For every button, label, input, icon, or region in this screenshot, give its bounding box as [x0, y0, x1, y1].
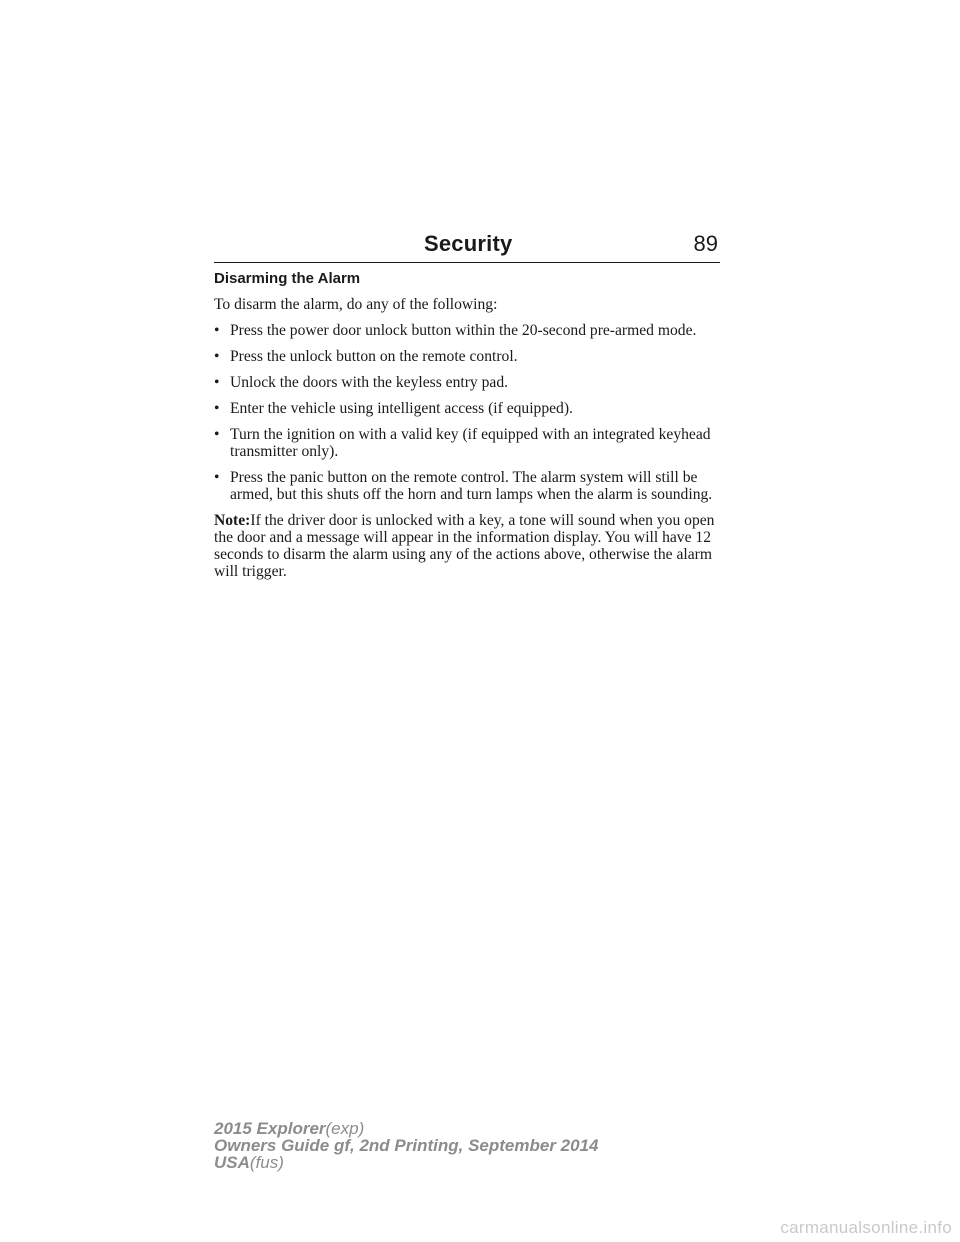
list-item	[214, 374, 724, 391]
footer-market-code: (fus)	[249, 1153, 284, 1172]
list-item-text: Press the power door unlock button within the 20-second pre-armed mode.	[230, 322, 697, 339]
list-item	[214, 426, 724, 460]
list-item	[214, 322, 724, 339]
list-item-text: Press the panic button on the remote control. The alarm system will still be armed, but this shuts off the horn and turn lamps when the alarm is sounding.	[230, 469, 713, 503]
footer-line-market	[214, 1154, 598, 1171]
footer-market: USA	[214, 1153, 250, 1172]
bullet-icon: •	[214, 374, 220, 391]
intro-paragraph: To disarm the alarm, do any of the following:	[214, 296, 498, 313]
page-number: 89	[693, 231, 718, 256]
list-item-text: Unlock the doors with the keyless entry pad.	[230, 374, 509, 391]
list-item-text: Enter the vehicle using intelligent access (if equipped).	[230, 400, 573, 417]
bullet-icon: •	[214, 348, 220, 365]
watermark-link[interactable]: carmanualsonline.info	[780, 1218, 952, 1237]
bullet-list	[214, 322, 724, 503]
bullet-icon: •	[214, 322, 220, 339]
chapter-title: Security	[424, 231, 513, 256]
page-header	[214, 228, 720, 263]
list-item-text: Press the unlock button on the remote control.	[230, 348, 518, 365]
bullet-icon: •	[214, 469, 220, 486]
note-paragraph	[214, 512, 724, 580]
footer-edition: Owners Guide gf, 2nd Printing, September 2014	[214, 1136, 599, 1155]
document-footer	[214, 1120, 598, 1171]
section-heading: Disarming the Alarm	[214, 270, 361, 287]
list-item	[214, 400, 724, 417]
bullet-icon: •	[214, 426, 220, 443]
list-item	[214, 348, 724, 365]
footer-model-code: (exp)	[325, 1119, 365, 1138]
note-label: Note:	[214, 512, 251, 529]
note-text: If the driver door is unlocked with a key, a tone will sound when you open the door and a message will appear in the information display. You will have 12 seconds to disarm the alarm using any of the actions above, otherwise the alarm will trigger.	[214, 512, 715, 580]
page-content	[214, 270, 724, 580]
list-item	[214, 469, 724, 503]
list-item-text: Turn the ignition on with a valid key (if equipped with an integrated keyhead transmitter only).	[230, 426, 711, 460]
footer-line-model	[214, 1120, 598, 1137]
footer-model: 2015 Explorer	[214, 1119, 326, 1138]
bullet-icon: •	[214, 400, 220, 417]
